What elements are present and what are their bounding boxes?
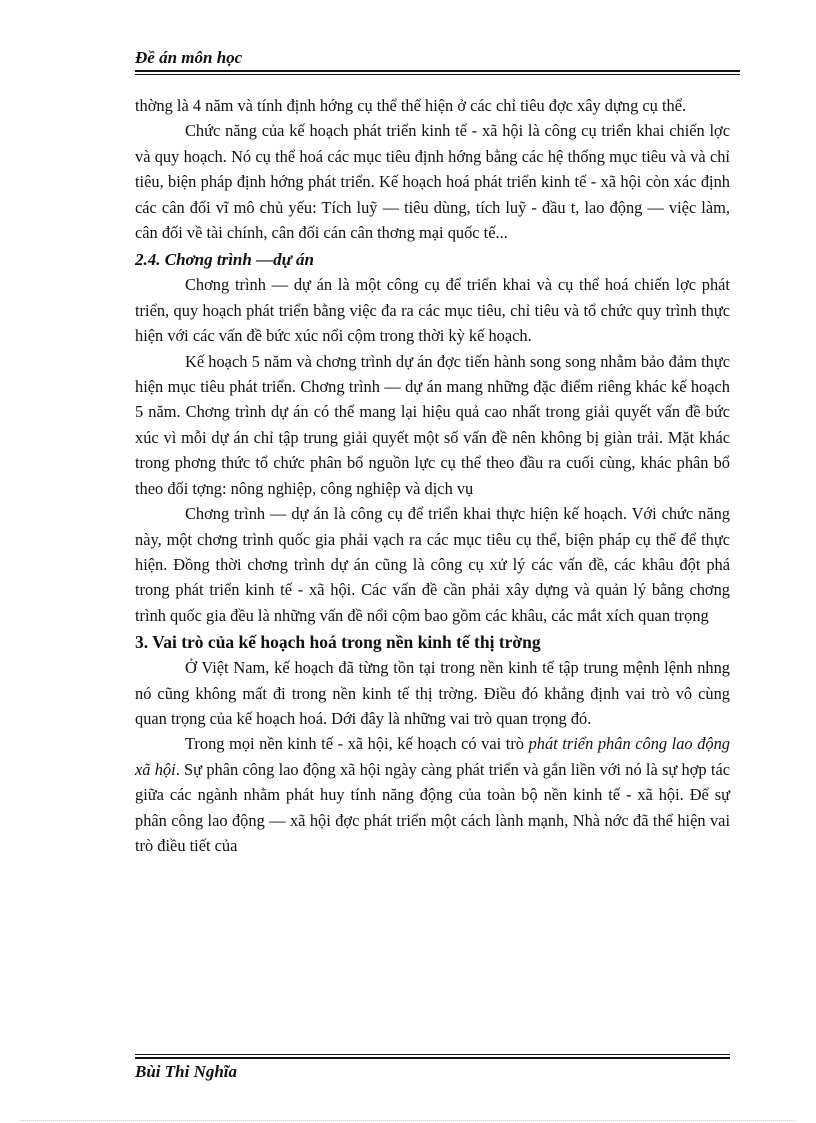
section-heading-2-4: 2.4. Chơng trình —dự án: [135, 250, 314, 270]
paragraph-7-start: Trong mọi nền kinh tế - xã hội, kế hoạch có vai trò: [185, 734, 529, 754]
paragraph-7-end: . Sự phân công lao động xã hội ngày càng phát triển và gắn liền với nó là sự hợp tác giữa các ngành nhằm phát huy tính năng động của toàn bộ nền kinh tế - xã hội. Để sự phân công lao động — xã hội đợc phát triển một cách lành mạnh, Nhà nớc đã thể hiện vai trò điều tiết của: [135, 759, 730, 855]
paragraph-5: Chơng trình — dự án là công cụ để triển khai thực hiện kế hoạch. Với chức năng này, một chơng trình quốc gia phải vạch ra các mục tiêu cụ thể, biện pháp cụ thể để thực hiện. Đồng thời chơng trình dự án cũng là công cụ xử lý các vấn đề, các khâu đột phá trong phát triển kinh tế - xã hội. Các vấn đề cần phải xây dựng và quản lý bằng chơng trình quốc gia đều là những vấn đề nổi cộm bao gồm các khâu, các mắt xích quan trọng: [135, 504, 730, 625]
header-rule-thick: [135, 70, 740, 72]
document-body: [135, 93, 730, 858]
paragraph-2: Chức năng của kế hoạch phát triển kinh tế - xã hội là công cụ triển khai chiến lợc và quy hoạch. Nó cụ thể hoá các mục tiêu định hớng bằng các hệ thống mục tiêu và và chỉ tiêu, biện pháp định hớng phát triển. Kế hoạch hoá phát triển kinh tế - xã hội còn xác định các cân đối vĩ mô chủ yếu: Tích luỹ — tiêu dùng, tích luỹ - đầu t, lao động — việc làm, cân đối về tài chính, cân đối cán cân thơng mại quốc tế...: [135, 121, 730, 243]
footer-rule-thick: [135, 1057, 730, 1059]
paragraph-6: Ở Việt Nam, kế hoạch đã từng tồn tại trong nền kinh tế tập trung mệnh lệnh nhng nó cũng không mất đi trong nền kinh tế thị trờng. Điều đó khẳng định vai trò vô cùng quan trọng của kế hoạch hoá. Dới đây là những vai trò quan trọng đó.: [135, 658, 730, 728]
page-header: [135, 48, 740, 75]
paragraph-1: thờng là 4 năm và tính định hớng cụ thể thể hiện ở các chỉ tiêu đợc xây dựng cụ thể.: [135, 96, 687, 115]
page-footer: [135, 1052, 730, 1082]
paragraph-7: [135, 731, 730, 858]
paragraph-4: Kế hoạch 5 năm và chơng trình dự án đợc tiến hành song song nhằm bảo đảm thực hiện mục tiêu phát triển. Chơng trình — dự án mang những đặc điểm riêng khác kế hoạch 5 năm. Chơng trình dự án có thể mang lại hiệu quả cao nhất trong giải quyết vấn đề bức xúc vì mỗi dự án chỉ tập trung giải quyết một số vấn đề nên không bị giàn trải. Mặt khác trong phơng thức tổ chức phân bổ nguồn lực cụ thể theo đầu ra cuối cùng, khác phân bổ theo đối tợng: nông nghiệp, công nghiệp và dịch vụ: [135, 351, 730, 498]
footer-rule-thin: [135, 1054, 730, 1055]
header-rule-thin: [135, 74, 740, 75]
header-title: Đề án môn học: [135, 48, 243, 67]
section-heading-3: 3. Vai trò của kế hoạch hoá trong nền kinh tế thị trờng: [135, 632, 541, 653]
paragraph-3: Chơng trình — dự án là một công cụ để triển khai và cụ thể hoá chiến lợc phát triển, quy hoạch phát triển bằng việc đa ra các mục tiêu, chỉ tiêu và tổ chức quy trình thực hiện với các vấn đề bức xúc nổi cộm trong thời kỳ kế hoạch.: [135, 275, 730, 346]
footer-author: Bùi Thi Nghĩa: [135, 1062, 238, 1081]
page-bottom-dotted-line: [20, 1120, 796, 1121]
paragraph-7-emphasis: phát triển phân công lao động xã hội: [135, 734, 730, 779]
